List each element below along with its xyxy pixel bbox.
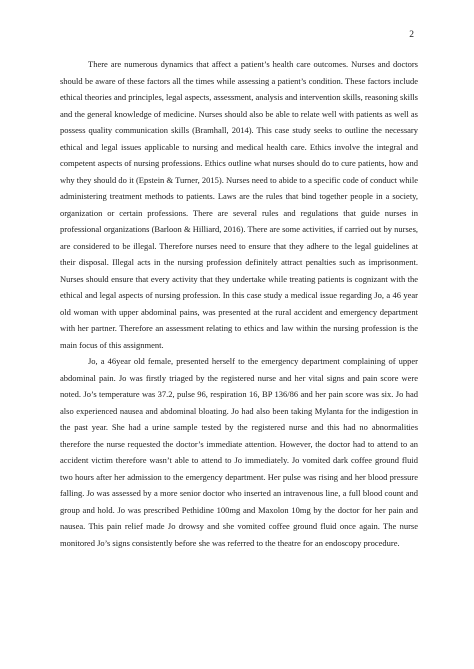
page-number: 2	[409, 30, 414, 40]
paragraph-introduction: There are numerous dynamics that affect a patient’s health care outcomes. Nurses and doctors should be aware of these factors all the times while assessing a patient’s condition. These factors include ethical theories and principles, legal aspects, assessment, analysis and intervention skills, reasoning skills and the general knowledge of medicine. Nurses should also be able to relate well with patients as well as possess quality communication skills (Bramhall, 2014). This case study seeks to outline the necessary ethical and legal issues applicable to nursing and medical health care. Ethics involve the integral and competent aspects of nursing professions. Ethics outline what nurses should do to cure patients, how and why they should do it (Epstein & Turner, 2015). Nurses need to abide to a specific code of conduct while administering treatment methods to patients. Laws are the rules that bind together people in a society, organization or certain professions. There are several rules and regulations that guide nurses in professional organizations (Barloon & Hilliard, 2016). There are some activities, if carried out by nurses, are considered to be illegal. Therefore nurses need to ensure that they adhere to the legal guidelines at their disposal. Illegal acts in the nursing profession definitely attract penalties such as imprisonment. Nurses should ensure that every activity that they undertake while treating patients is cognizant with the ethical and legal aspects of nursing profession. In this case study a medical issue regarding Jo, a 46 year old woman with upper abdominal pains, was presented at the rural accident and emergency department with her partner. Therefore an assessment relating to ethics and law within the nursing profession is the main focus of this assignment.	[60, 59, 418, 350]
paragraph-case-description: Jo, a 46year old female, presented herself to the emergency department complaining of upper abdominal pain. Jo was firstly triaged by the registered nurse and her vital signs and pain score were noted. Jo’s temperature was 37.2, pulse 96, respiration 16, BP 136/86 and her pain score was six. Jo had also experienced nausea and abdominal bloating. Jo had also been taking Mylanta for the indigestion in the past year. She had a urine sample tested by the registered nurse and this had no abnormalities therefore the nurse requested the doctor’s immediate attention. However, the doctor had to attend to an accident victim therefore wasn’t able to attend to Jo immediately. Jo vomited dark coffee ground fluid two hours after her admission to the emergency department. Her pulse was rising and her blood pressure falling. Jo was assessed by a more senior doctor who inserted an intravenous line, a full blood count and group and hold. Jo was prescribed Pethidine 100mg and Maxolon 10mg by the doctor for her pain and nausea. This pain relief made Jo drowsy and she vomited coffee ground fluid once again. The nurse monitored Jo’s signs consistently before she was referred to the theatre for an endoscopy procedure.	[60, 356, 418, 548]
document-body	[60, 56, 418, 551]
